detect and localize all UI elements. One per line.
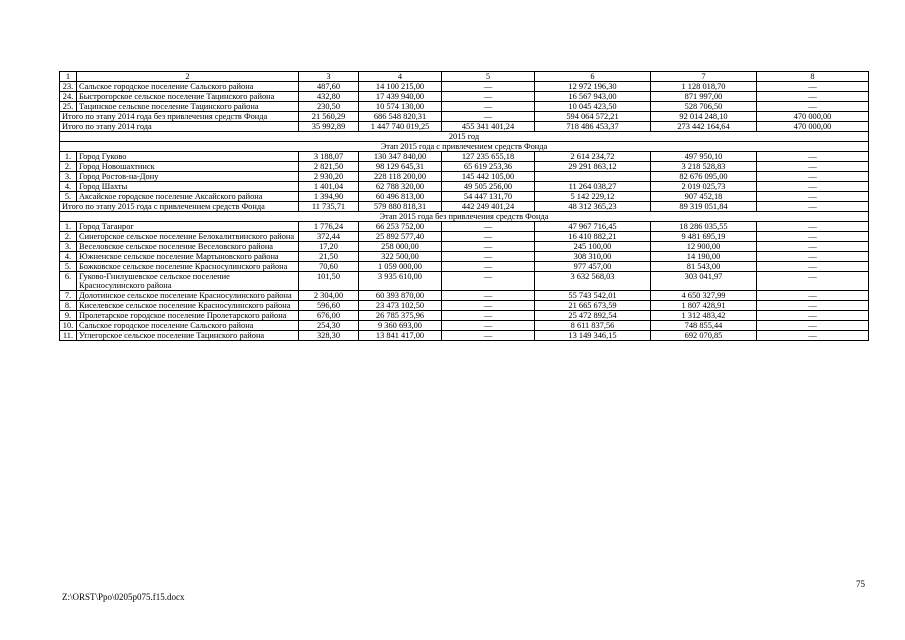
value-cell: 13 149 346,15 — [535, 331, 651, 341]
value-cell: 11 264 038,27 — [535, 182, 651, 192]
section-heading-row — [60, 142, 869, 152]
row-number: 1. — [60, 222, 77, 232]
table-row — [60, 82, 869, 92]
value-cell: 21,50 — [299, 252, 359, 262]
value-cell: 1 059 000,00 — [359, 262, 442, 272]
value-cell: 2 821,50 — [299, 162, 359, 172]
table-row — [60, 102, 869, 112]
value-cell: — — [442, 311, 535, 321]
value-cell: 372,44 — [299, 232, 359, 242]
row-number: 2. — [60, 162, 77, 172]
value-cell: 66 253 752,00 — [359, 222, 442, 232]
value-cell: 18 286 035,55 — [651, 222, 757, 232]
value-cell: 2 304,00 — [299, 291, 359, 301]
table-row — [60, 262, 869, 272]
value-cell: 3 188,07 — [299, 152, 359, 162]
municipality-name: Божковское сельское поселение Красносулинского района — [77, 262, 299, 272]
value-cell: 9 481 695,19 — [651, 232, 757, 242]
municipality-name: Углегорское сельское поселение Тацинского района — [77, 331, 299, 341]
value-cell: 60 496 813,00 — [359, 192, 442, 202]
municipality-name: Город Новошахтинск — [77, 162, 299, 172]
value-cell: 308 310,00 — [535, 252, 651, 262]
value-cell: — — [757, 102, 869, 112]
value-cell: 2 019 025,73 — [651, 182, 757, 192]
value-cell: 3 935 610,00 — [359, 272, 442, 291]
value-cell: 303 041,97 — [651, 272, 757, 291]
value-cell: 12 972 196,30 — [535, 82, 651, 92]
total-value: 718 486 453,37 — [535, 122, 651, 132]
municipality-name: Сальское городское поселение Сальского района — [77, 82, 299, 92]
municipality-name: Сальское городское поселение Сальского района — [77, 321, 299, 331]
total-value: 48 312 365,23 — [535, 202, 651, 212]
value-cell: 8 611 837,56 — [535, 321, 651, 331]
value-cell: 14 100 215,00 — [359, 82, 442, 92]
value-cell: 17,20 — [299, 242, 359, 252]
total-value: 1 447 740 019,25 — [359, 122, 442, 132]
value-cell: — — [757, 272, 869, 291]
row-number: 2. — [60, 232, 77, 242]
value-cell: — — [757, 182, 869, 192]
value-cell: — — [757, 82, 869, 92]
value-cell: 328,30 — [299, 331, 359, 341]
table-row — [60, 291, 869, 301]
value-cell: 26 785 375,96 — [359, 311, 442, 321]
value-cell: — — [757, 192, 869, 202]
value-cell: 322 500,00 — [359, 252, 442, 262]
value-cell: — — [442, 301, 535, 311]
value-cell: 60 393 870,00 — [359, 291, 442, 301]
table-row — [60, 182, 869, 192]
value-cell: 29 291 863,12 — [535, 162, 651, 172]
value-cell: 14 190,00 — [651, 252, 757, 262]
municipality-name: Синегорское сельское поселение Белокалитвинского района — [77, 232, 299, 242]
value-cell: 4 650 327,99 — [651, 291, 757, 301]
table-row — [60, 172, 869, 182]
value-cell: 748 855,44 — [651, 321, 757, 331]
value-cell: 907 452,18 — [651, 192, 757, 202]
column-number: 8 — [757, 72, 869, 82]
value-cell: 70,60 — [299, 262, 359, 272]
value-cell: 49 505 256,00 — [442, 182, 535, 192]
total-value: 470 000,00 — [757, 112, 869, 122]
value-cell: — — [442, 242, 535, 252]
table-row — [60, 192, 869, 202]
row-number: 3. — [60, 242, 77, 252]
value-cell: — — [442, 291, 535, 301]
total-value: 35 992,89 — [299, 122, 359, 132]
value-cell: 10 574 130,00 — [359, 102, 442, 112]
value-cell: — — [442, 92, 535, 102]
value-cell: 55 743 542,01 — [535, 291, 651, 301]
value-cell: 47 967 716,45 — [535, 222, 651, 232]
value-cell: 17 439 940,00 — [359, 92, 442, 102]
value-cell: 25 892 577,40 — [359, 232, 442, 242]
municipality-name: Веселовское сельское поселение Веселовского района — [77, 242, 299, 252]
total-value: 442 249 401,24 — [442, 202, 535, 212]
total-value: — — [442, 112, 535, 122]
value-cell: 21 665 673,59 — [535, 301, 651, 311]
value-cell: 977 457,00 — [535, 262, 651, 272]
value-cell: — — [442, 222, 535, 232]
total-value: 594 064 572,21 — [535, 112, 651, 122]
value-cell: — — [757, 262, 869, 272]
value-cell: 1 776,24 — [299, 222, 359, 232]
value-cell: 1 128 018,70 — [651, 82, 757, 92]
total-value: 89 319 051,84 — [651, 202, 757, 212]
total-value: 470 000,00 — [757, 122, 869, 132]
total-label: Итого по этапу 2014 года без привлечения средств Фонда — [60, 112, 299, 122]
value-cell: 3 632 568,03 — [535, 272, 651, 291]
total-value: 455 341 401,24 — [442, 122, 535, 132]
row-number: 6. — [60, 272, 77, 291]
value-cell: 596,60 — [299, 301, 359, 311]
value-cell: 1 312 483,42 — [651, 311, 757, 321]
municipality-name: Пролетарское городское поселение Пролетарского района — [77, 311, 299, 321]
municipality-name: Аксайское городское поселение Аксайского района — [77, 192, 299, 202]
value-cell: — — [757, 92, 869, 102]
value-cell: 3 218 528,83 — [651, 162, 757, 172]
column-number-row — [60, 72, 869, 82]
section-heading: Этап 2015 года без привлечения средств Фонда — [60, 212, 869, 222]
municipality-name: Южненское сельское поселение Мартыновского района — [77, 252, 299, 262]
value-cell: 1 401,04 — [299, 182, 359, 192]
value-cell: — — [757, 152, 869, 162]
column-number: 1 — [60, 72, 77, 82]
table-row — [60, 311, 869, 321]
value-cell: 23 473 102,50 — [359, 301, 442, 311]
table-row — [60, 321, 869, 331]
municipality-name: Город Гуково — [77, 152, 299, 162]
value-cell: 13 841 417,00 — [359, 331, 442, 341]
column-number: 2 — [77, 72, 299, 82]
value-cell: 497 950,10 — [651, 152, 757, 162]
table-row — [60, 92, 869, 102]
value-cell: 692 070,85 — [651, 331, 757, 341]
value-cell: 130 347 840,00 — [359, 152, 442, 162]
value-cell: — — [442, 102, 535, 112]
value-cell: — — [757, 331, 869, 341]
value-cell: 9 360 693,00 — [359, 321, 442, 331]
municipality-name: Город Шахты — [77, 182, 299, 192]
table-row — [60, 232, 869, 242]
total-value: — — [757, 202, 869, 212]
value-cell: — — [442, 321, 535, 331]
row-number: 23. — [60, 82, 77, 92]
total-row — [60, 122, 869, 132]
value-cell: — — [757, 242, 869, 252]
total-value: 579 880 818,31 — [359, 202, 442, 212]
value-cell: 230,50 — [299, 102, 359, 112]
column-number: 7 — [651, 72, 757, 82]
municipality-name: Долотинское сельское поселение Красносулинского района — [77, 291, 299, 301]
row-number: 5. — [60, 192, 77, 202]
municipality-name: Быстрогорское сельское поселение Тацинского района — [77, 92, 299, 102]
row-number: 24. — [60, 92, 77, 102]
value-cell: 82 676 095,00 — [651, 172, 757, 182]
table-row — [60, 222, 869, 232]
total-label: Итого по этапу 2015 года с привлечением средств Фонда — [60, 202, 299, 212]
row-number: 4. — [60, 252, 77, 262]
table-row — [60, 152, 869, 162]
row-number: 11. — [60, 331, 77, 341]
row-number: 1. — [60, 152, 77, 162]
table-body — [60, 72, 869, 341]
value-cell: — — [442, 252, 535, 262]
municipality-name: Тацинское сельское поселение Тацинского района — [77, 102, 299, 112]
total-value: 686 548 820,31 — [359, 112, 442, 122]
value-cell: 871 997,00 — [651, 92, 757, 102]
value-cell: — — [442, 82, 535, 92]
municipality-name: Гуково-Гнилушевское сельское поселение Красносулинского района — [77, 272, 299, 291]
value-cell: — — [757, 222, 869, 232]
value-cell: 16 410 882,21 — [535, 232, 651, 242]
total-row — [60, 112, 869, 122]
total-row — [60, 202, 869, 212]
value-cell: 2 614 234,72 — [535, 152, 651, 162]
value-cell: — — [442, 331, 535, 341]
value-cell: 65 619 253,36 — [442, 162, 535, 172]
table-row — [60, 252, 869, 262]
value-cell: 528 706,50 — [651, 102, 757, 112]
value-cell: 2 930,20 — [299, 172, 359, 182]
value-cell: 81 543,00 — [651, 262, 757, 272]
value-cell: 127 235 655,18 — [442, 152, 535, 162]
value-cell — [535, 172, 651, 182]
value-cell: 258 000,00 — [359, 242, 442, 252]
value-cell: — — [757, 321, 869, 331]
value-cell: 1 394,90 — [299, 192, 359, 202]
section-heading: Этап 2015 года с привлечением средств Фонда — [60, 142, 869, 152]
value-cell: — — [442, 262, 535, 272]
table-row — [60, 162, 869, 172]
column-number: 3 — [299, 72, 359, 82]
total-value: 11 735,71 — [299, 202, 359, 212]
column-number: 6 — [535, 72, 651, 82]
row-number: 3. — [60, 172, 77, 182]
table-row — [60, 301, 869, 311]
value-cell: — — [757, 162, 869, 172]
municipality-name: Киселевское сельское поселение Красносулинского района — [77, 301, 299, 311]
column-number: 4 — [359, 72, 442, 82]
value-cell: 487,60 — [299, 82, 359, 92]
page-number: 75 — [856, 579, 865, 589]
value-cell: — — [442, 232, 535, 242]
program-table — [59, 71, 869, 341]
column-number: 5 — [442, 72, 535, 82]
value-cell: 228 118 200,00 — [359, 172, 442, 182]
row-number: 7. — [60, 291, 77, 301]
value-cell: 16 567 943,00 — [535, 92, 651, 102]
row-number: 5. — [60, 262, 77, 272]
row-number: 10. — [60, 321, 77, 331]
value-cell: — — [757, 291, 869, 301]
value-cell: 101,50 — [299, 272, 359, 291]
table-row — [60, 272, 869, 291]
value-cell: 25 472 892,54 — [535, 311, 651, 321]
section-heading-row — [60, 132, 869, 142]
value-cell: 676,00 — [299, 311, 359, 321]
value-cell: — — [757, 311, 869, 321]
value-cell: 98 129 645,31 — [359, 162, 442, 172]
table-row — [60, 242, 869, 252]
value-cell: — — [442, 272, 535, 291]
row-number: 25. — [60, 102, 77, 112]
row-number: 8. — [60, 301, 77, 311]
value-cell: 12 900,00 — [651, 242, 757, 252]
value-cell: 254,30 — [299, 321, 359, 331]
value-cell: 245 100,00 — [535, 242, 651, 252]
row-number: 9. — [60, 311, 77, 321]
value-cell: 62 788 320,00 — [359, 182, 442, 192]
total-value: 273 442 164,64 — [651, 122, 757, 132]
table-row — [60, 331, 869, 341]
value-cell: 54 447 131,70 — [442, 192, 535, 202]
value-cell: — — [757, 232, 869, 242]
value-cell: — — [757, 252, 869, 262]
total-value: 92 014 248,10 — [651, 112, 757, 122]
row-number: 4. — [60, 182, 77, 192]
value-cell: 1 807 428,91 — [651, 301, 757, 311]
value-cell: 432,80 — [299, 92, 359, 102]
total-value: 21 560,29 — [299, 112, 359, 122]
value-cell: 10 045 423,50 — [535, 102, 651, 112]
section-heading: 2015 год — [60, 132, 869, 142]
value-cell: 145 442 105,00 — [442, 172, 535, 182]
value-cell: 5 142 229,12 — [535, 192, 651, 202]
municipality-name: Город Таганрог — [77, 222, 299, 232]
section-heading-row — [60, 212, 869, 222]
value-cell: — — [757, 172, 869, 182]
municipality-name: Город Ростов-на-Дону — [77, 172, 299, 182]
file-path: Z:\ORST\Ppo\0205p075.f15.docx — [62, 592, 185, 602]
value-cell: — — [757, 301, 869, 311]
total-label: Итого по этапу 2014 года — [60, 122, 299, 132]
